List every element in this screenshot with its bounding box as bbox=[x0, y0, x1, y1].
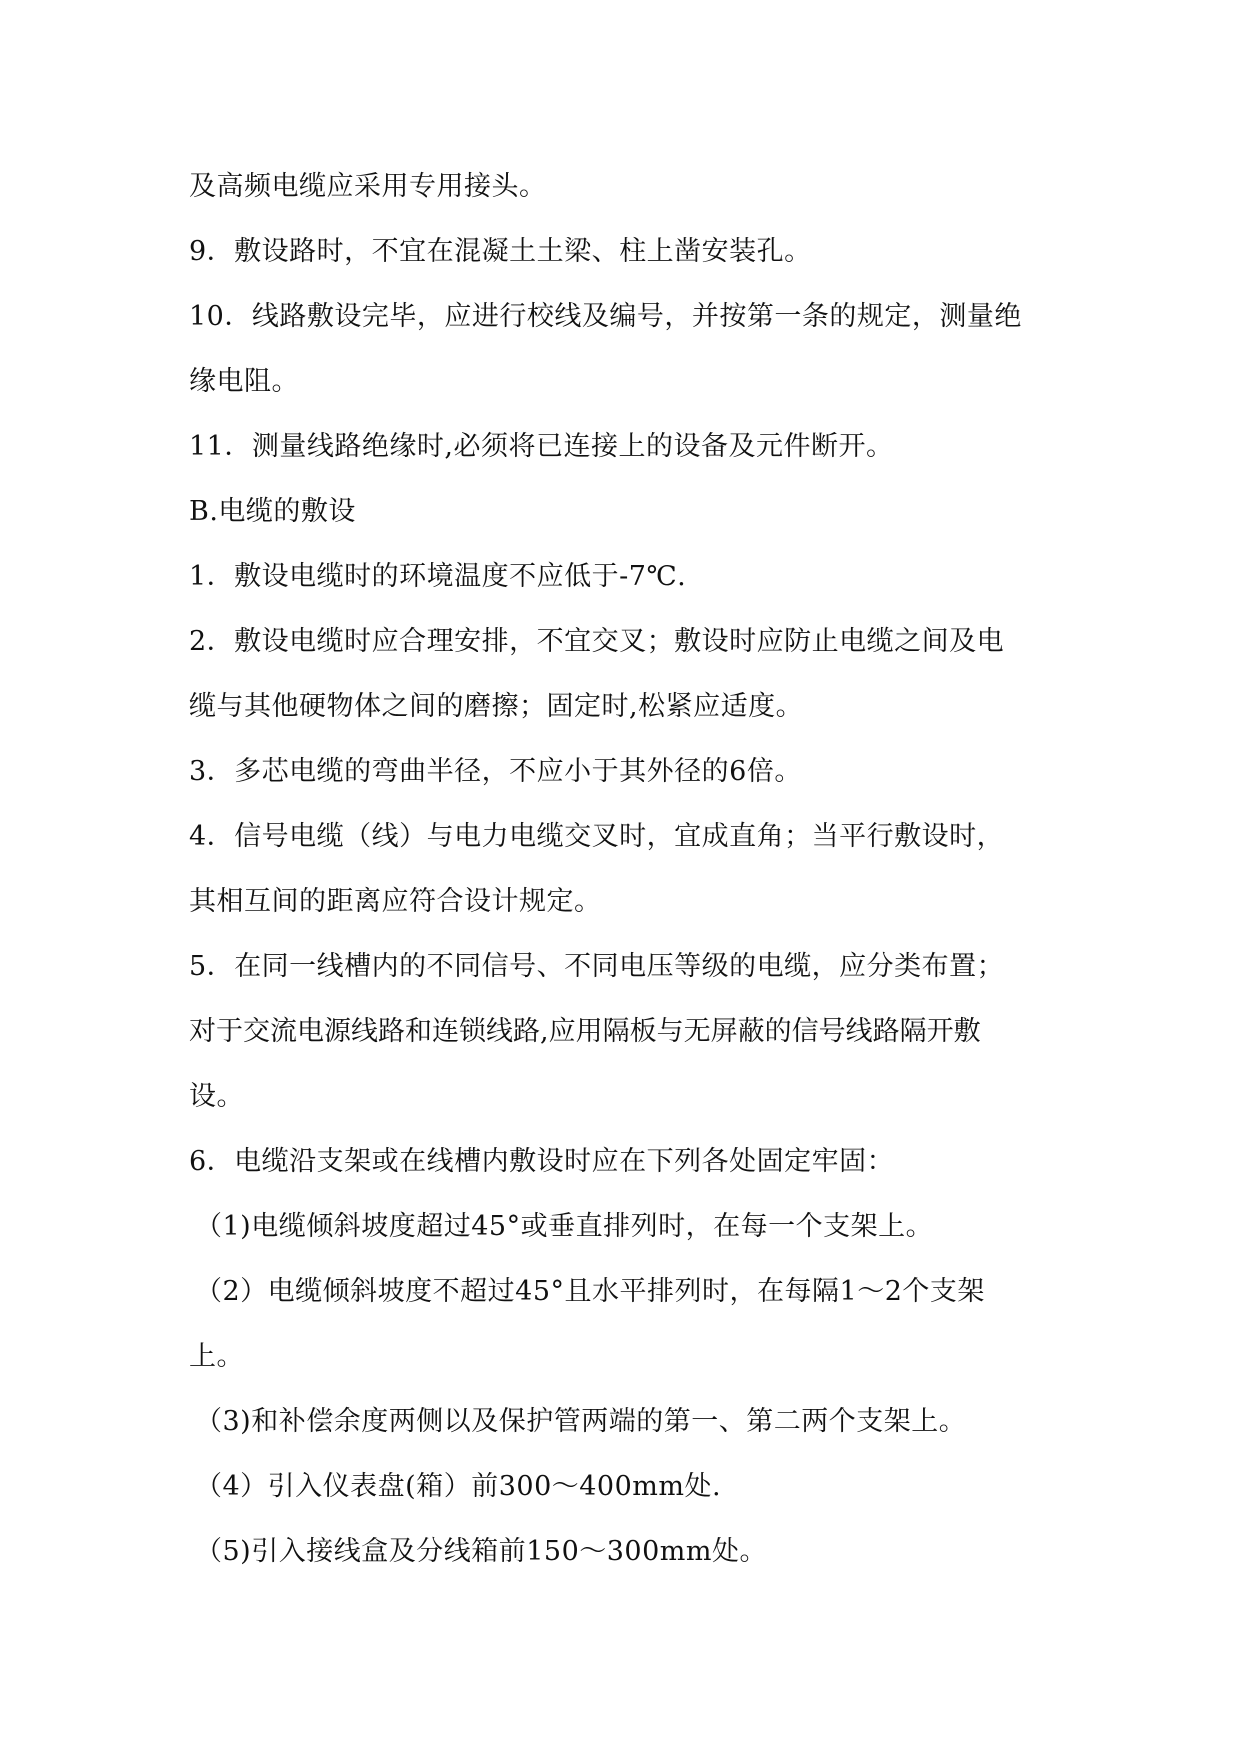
sub-item: （1)电缆倾斜坡度超过45°或垂直排列时，在每一个支架上。 bbox=[195, 1211, 934, 1242]
section-heading: B.电缆的敷设 bbox=[189, 496, 356, 527]
text-line: 9．敷设路时，不宜在混凝土土梁、柱上凿安装孔。 bbox=[189, 236, 812, 267]
text-line: 6．电缆沿支架或在线槽内敷设时应在下列各处固定牢固： bbox=[189, 1146, 895, 1177]
text-line: 其相互间的距离应符合设计规定。 bbox=[189, 886, 602, 917]
text-line: 4．信号电缆（线）与电力电缆交叉时，宜成直角；当平行敷设时， bbox=[189, 821, 1005, 852]
sub-item: （3)和补偿余度两侧以及保护管两端的第一、第二两个支架上。 bbox=[195, 1406, 967, 1437]
text-column bbox=[189, 154, 1067, 1584]
sub-item: （2）电缆倾斜坡度不超过45°且水平排列时，在每隔1～2个支架 bbox=[195, 1276, 985, 1307]
sub-item: （4）引入仪表盘(箱）前300～400mm处. bbox=[195, 1471, 722, 1502]
text-line: 11．测量线路绝缘时,必须将已连接上的设备及元件断开。 bbox=[189, 431, 894, 462]
text-line: 及高频电缆应采用专用接头。 bbox=[189, 171, 547, 202]
text-line: 设。 bbox=[189, 1081, 244, 1112]
text-line: 2．敷设电缆时应合理安排，不宜交叉；敷设时应防止电缆之间及电 bbox=[189, 626, 1005, 657]
text-line: 1．敷设电缆时的环境温度不应低于-7℃. bbox=[189, 561, 687, 592]
text-line: 缘电阻。 bbox=[189, 366, 299, 397]
sub-item: （5)引入接线盒及分线箱前150～300mm处。 bbox=[195, 1536, 767, 1567]
text-line: 上。 bbox=[189, 1341, 244, 1372]
text-line: 3．多芯电缆的弯曲半径，不应小于其外径的6倍。 bbox=[189, 756, 802, 787]
text-line: 对于交流电源线路和连锁线路,应用隔板与无屏蔽的信号线路隔开敷 bbox=[189, 1016, 981, 1047]
text-line: 10．线路敷设完毕，应进行校线及编号，并按第一条的规定，测量绝 bbox=[189, 301, 1022, 332]
text-line: 5．在同一线槽内的不同信号、不同电压等级的电缆，应分类布置； bbox=[189, 951, 1005, 982]
text-line: 缆与其他硬物体之间的磨擦；固定时,松紧应适度。 bbox=[189, 691, 804, 722]
